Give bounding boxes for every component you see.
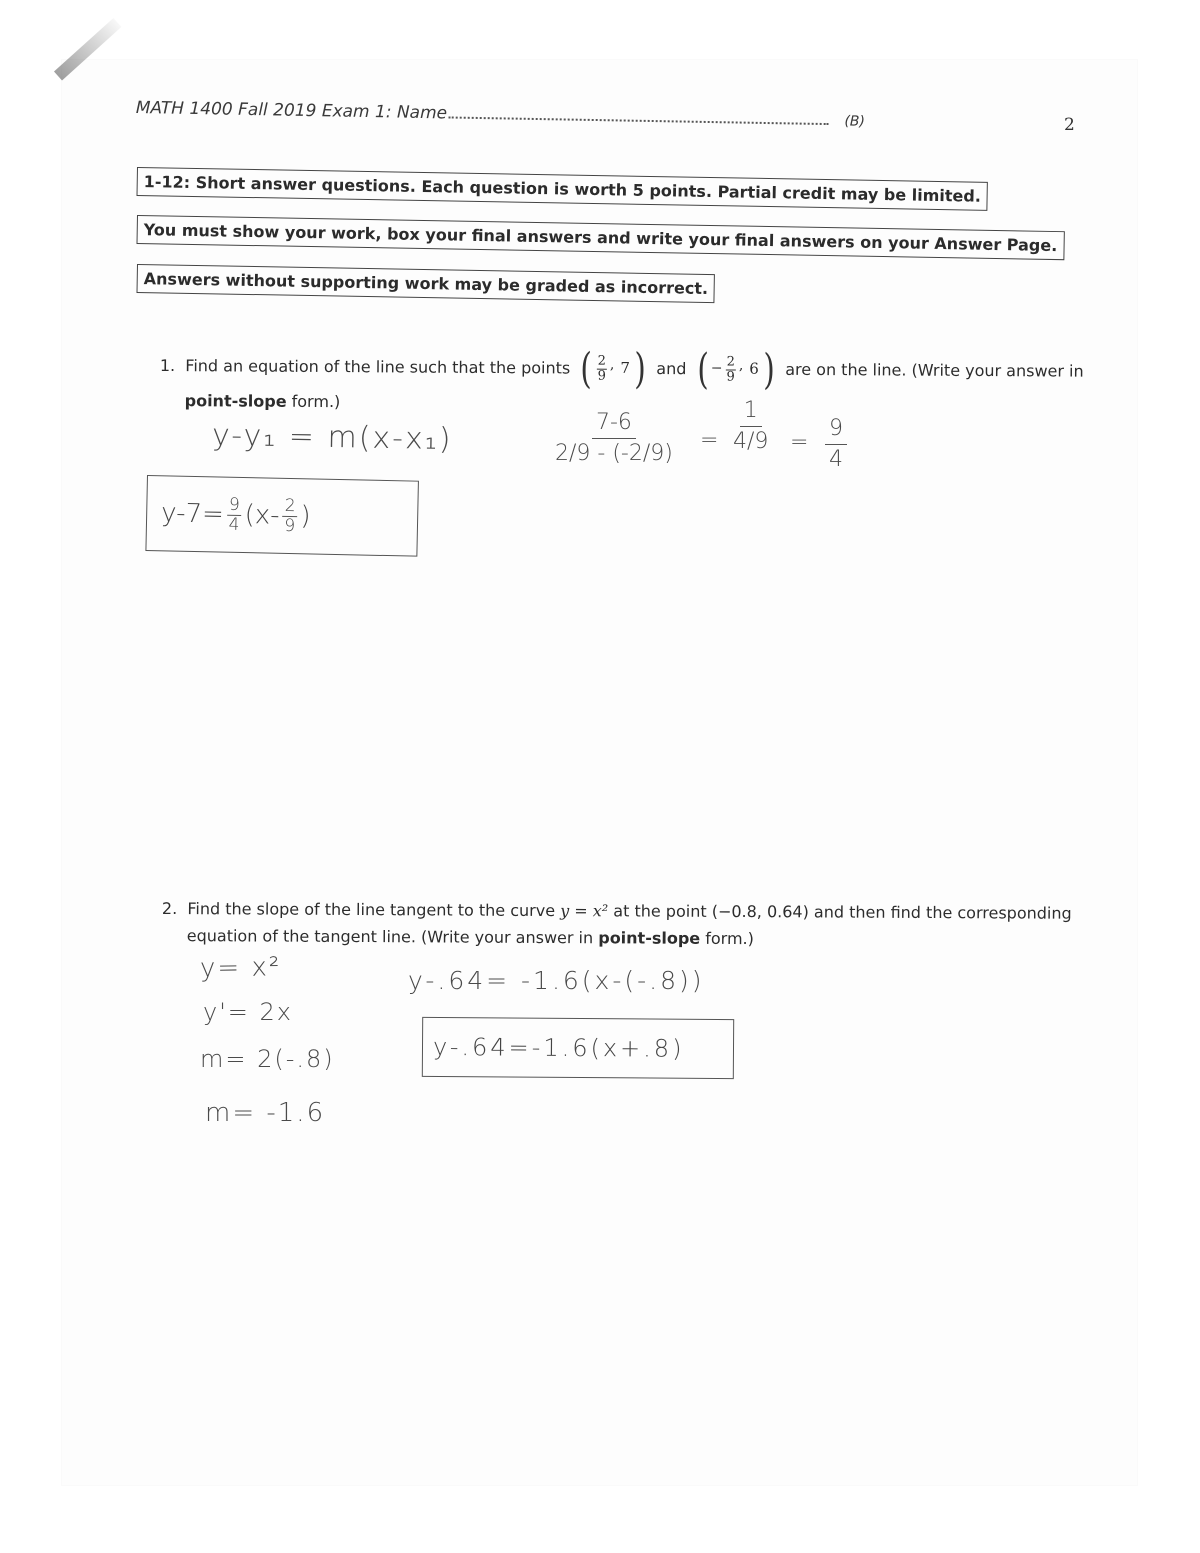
handwritten-point-slope-formula: y-y₁ = m(x-x₁) — [211, 417, 453, 458]
handwritten-point-slope-substitution: y-.64= -1.6(x-(-.8)) — [408, 966, 705, 995]
emphasis: point-slope — [184, 391, 287, 411]
name-blank — [449, 116, 829, 125]
slope-fraction: $\frac{9}{4}$ — [228, 494, 241, 535]
question-text: Find an equation of the line such that the points — [185, 356, 571, 378]
question-text: form.) — [705, 929, 754, 949]
handwritten-slope-value: m= -1.6 — [205, 1098, 326, 1128]
left-paren: ( — [696, 344, 709, 394]
exam-version: (B) — [844, 113, 866, 130]
question-number: 1. — [159, 356, 176, 376]
point-2-y: 6 — [749, 359, 759, 378]
boxed-answer-1: y-7= $\frac{9}{4}$ (x- $\frac{2}{9}$ ) — [145, 475, 419, 557]
handwritten-derivative: y'= 2x — [203, 998, 294, 1026]
minus-sign: − — [710, 360, 723, 377]
boxed-answer-2: y-.64=-1.6(x+.8) — [422, 1017, 734, 1079]
question-text: equation of the tangent line. (Write your answer in — [186, 926, 594, 948]
left-paren: ( — [580, 343, 593, 393]
point-1-y: 7 — [620, 359, 630, 378]
page-number: 2 — [1064, 115, 1075, 135]
emphasis: point-slope — [598, 928, 701, 949]
handwritten-slope-substitution: m= 2(-.8) — [200, 1045, 335, 1073]
course-title: MATH 1400 Fall 2019 Exam 1: Name — [135, 98, 448, 124]
question-2-line-2 — [162, 922, 1072, 954]
question-text: form.) — [291, 391, 341, 412]
fraction: $\frac{2}{9}$ — [597, 353, 607, 384]
instructions-box-3: Answers without supporting work may be graded as incorrect. — [136, 264, 715, 303]
question-number: 2. — [161, 898, 178, 919]
question-text: are on the line. (Write your answer in — [785, 360, 1084, 382]
point-1: ( $\frac{2}{9}$ , 7 ) — [580, 343, 647, 393]
right-paren: ) — [763, 344, 775, 394]
equals-sign: = — [700, 428, 719, 453]
instructions-box-2: You must show your work, box your final answers and write your final answers on your Answer Page. — [136, 215, 1064, 260]
curve-equation: y = x² — [560, 901, 609, 921]
question-text: Find the slope of the line tangent to the curve — [187, 899, 556, 921]
question-1-line-1 — [159, 343, 1084, 394]
x-fraction: $\frac{2}{9}$ — [284, 495, 296, 536]
point-2: ( − $\frac{2}{9}$ , 6 ) — [696, 344, 775, 394]
handwritten-function: y= x² — [199, 952, 282, 984]
instructions-box-1: 1-12: Short answer questions. Each question is worth 5 points. Partial credit may be limited. — [136, 167, 988, 211]
simplified-fraction: 1 4/9 — [733, 398, 769, 455]
right-paren: ) — [634, 343, 647, 393]
conjunction: and — [656, 359, 687, 379]
handwritten-slope-calculation — [555, 398, 875, 498]
fraction: $\frac{2}{9}$ — [726, 354, 735, 385]
question-2 — [162, 895, 1072, 954]
question-text: at the point (−0.8, 0.64) and then find the corresponding — [613, 901, 1072, 923]
slope-fraction: 7-6 2/9 - (-2/9) — [555, 410, 673, 467]
slope-result: 9 4 — [825, 416, 847, 474]
equals-sign: = — [790, 430, 809, 455]
